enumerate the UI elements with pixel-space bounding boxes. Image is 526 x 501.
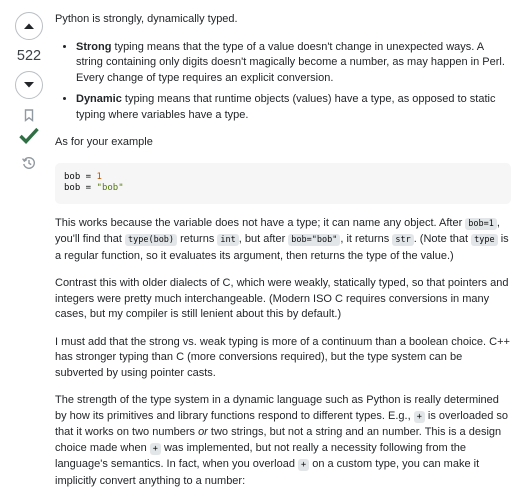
emphasis: or — [198, 426, 208, 438]
intro-paragraph: Python is strongly, dynamically typed. — [55, 13, 238, 25]
inline-code: type — [471, 234, 497, 246]
inline-code: + — [414, 411, 425, 423]
code-token: bob — [64, 171, 81, 182]
explanation-paragraph — [55, 216, 511, 265]
inline-code: + — [298, 459, 309, 471]
term-dynamic: Dynamic — [76, 93, 122, 105]
example-intro: As for your example — [55, 136, 153, 148]
inline-code: str — [392, 234, 413, 246]
code-token: 1 — [96, 171, 102, 182]
code-token: = — [80, 171, 97, 182]
arrow-down-icon — [23, 81, 35, 89]
text: is a regular function, so it evaluates its argument, then returns the type of the value.) — [55, 233, 509, 262]
inline-code: + — [150, 443, 161, 455]
checkmark-icon — [19, 127, 39, 144]
text: The strength of the type system in a dynamic language such as Python is really determined by how its primitives and library functions respond to different types. E.g., — [55, 394, 499, 422]
inline-code: bob="bob" — [288, 234, 340, 246]
text: returns — [177, 233, 218, 245]
bookmark-button[interactable] — [24, 109, 34, 122]
continuum-paragraph: I must add that the strong vs. weak typing is more of a continuum than a boolean choice. C++ has stronger typing than C (more conversions required), but the type system can be subverted by using pointer casts. — [55, 335, 510, 379]
text: on a custom type, you can make it implicitly convert anything to a number: — [55, 458, 480, 487]
strength-paragraph — [55, 393, 511, 489]
text: two strings, but not a string and an number. This is a design choice made when — [55, 426, 502, 454]
timeline-button[interactable] — [22, 156, 36, 170]
list-item — [76, 40, 511, 87]
accepted-answer-indicator — [19, 127, 39, 144]
code-token: bob — [64, 183, 81, 193]
arrow-up-icon — [23, 22, 35, 30]
text: . (Note that — [413, 233, 472, 245]
text: was implemented, but not really a necessity following from the language's semantics. In fact, when you overload — [55, 441, 466, 470]
history-icon — [22, 156, 36, 170]
inline-code: int — [217, 234, 238, 246]
text: , but after — [238, 233, 289, 245]
text: This works because the variable does not have a type; it can name any object. After — [55, 216, 466, 229]
inline-code: type(bob) — [125, 234, 177, 246]
bookmark-icon — [24, 109, 34, 122]
definition-text: typing means that the type of a value doesn't change in unexpected ways. A string containing only digits doesn't magically become a number, as may happen in Perl. Every change of type requires an explicit conversion. — [76, 40, 505, 84]
downvote-button[interactable] — [15, 71, 43, 99]
vote-count: 522 — [16, 48, 42, 64]
inline-code: bob=1 — [465, 218, 497, 230]
text: , you'll find that — [55, 216, 500, 245]
code-block[interactable] — [55, 163, 511, 204]
code-token: "bob" — [96, 183, 124, 193]
contrast-paragraph: Contrast this with older dialects of C, which were weakly, statically typed, so that pointers and integers were pretty much interchangeable. (Modern ISO C requires conversions in many cases, but my compiler is still lenient about this by default.) — [55, 277, 509, 320]
code-token: = — [80, 183, 97, 193]
vote-column — [14, 12, 44, 170]
answer-body — [55, 12, 511, 501]
term-strong: Strong — [76, 40, 112, 53]
list-item — [76, 92, 511, 123]
typing-definitions-list — [55, 40, 511, 124]
upvote-button[interactable] — [15, 12, 43, 40]
text: is overloaded so that it works on two numbers — [55, 409, 508, 438]
text: , it returns — [340, 233, 393, 245]
definition-text: typing means that runtime objects (values) have a type, as opposed to static typing where variables have a type. — [76, 93, 496, 121]
